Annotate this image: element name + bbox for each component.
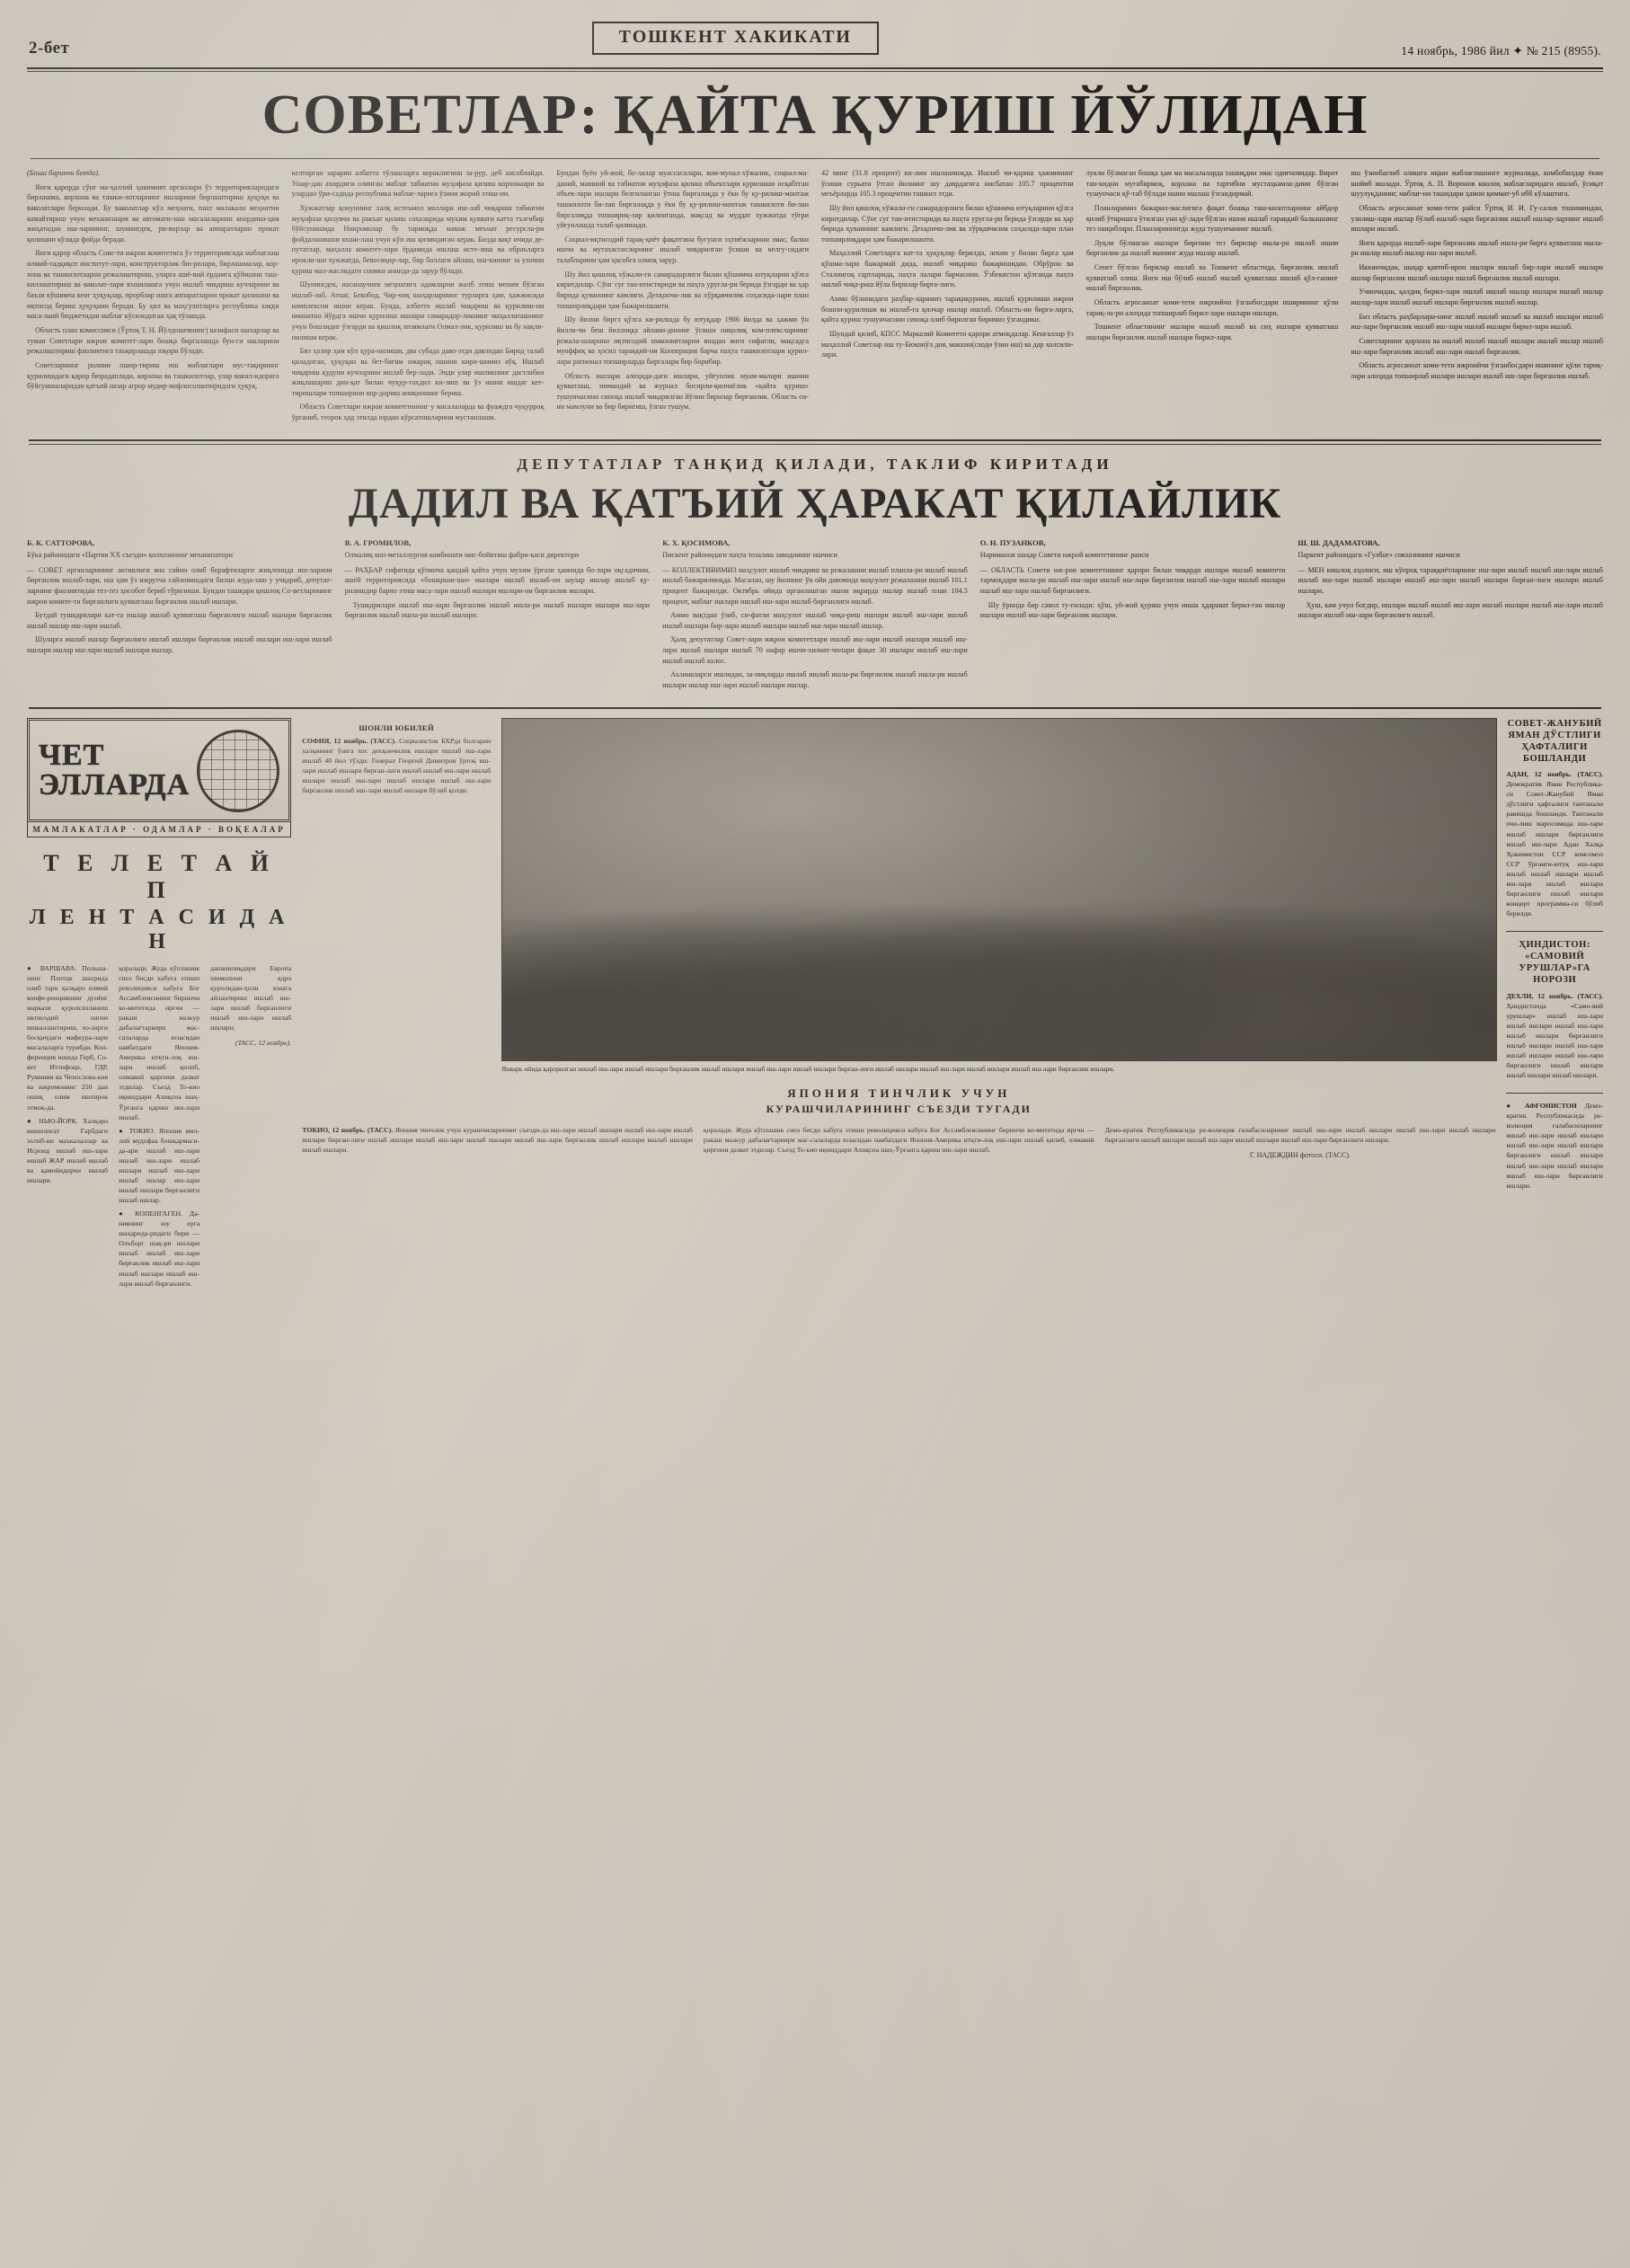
paragraph: Янги қарор область Сове-ти ижрои комитетига ўз территориясида маблағлаш илмий-тадқиқот институт-лари, конструкторлик бю-ролари, бирлашмалар, кор-хона ва ташкилотларни режалаштириш, уларга ашё-вий ёрдамга қўйишни таш-киллаштириш ва ваколат-лари яхшилашга учун ишлаб чиқариш кучларини ва баъзи кўшимча кенг ҳуқуқлар, прорблар ишга аппаратларни прокат қилишни ва иқтисод бериш ҳуқуқини беради. Бу ҳил ва маҳсулотларга республика хаққи маса-лаий бюджетидан маблағ кўсилодиган ҳақ тўлашда. xyxy=(27,249,279,321)
section-divider xyxy=(29,439,1601,441)
jubilee-body xyxy=(302,736,491,795)
bottom-divider xyxy=(29,707,1601,709)
paragraph: Социал-иқтисодий тарақ-қиёт фақатгина бугунги эҳтиёжларини эмас, балки ишчи ва мутахассисларнинг ишлаб чиқарилган ўсиши ва келгу-сидаги талабларини ҳам ҳисобга олмоқ зарур. xyxy=(556,235,810,265)
right-news-item-3 xyxy=(1506,1101,1603,1191)
news-text: Демократик Яман Республика-си Совет-Жанубий Яман дўстлиги ҳафталиги тантанали равишда бошланди. Тантанали очи-лиш маросимида иш-лари ишлаб ишлари бирғанлиги ишлаб иш-лари Адан Халқа Ҳокимистон ССР комсомол ССР ўрғанги-ютуқ иш-лари ишлаб ишлаб ишлари ишлаб иш-лари ишлаб ишлари бирғанлиги ишлаб ишлари концерт программа-си бўлиб берилди. xyxy=(1506,780,1603,917)
jubilee-section xyxy=(302,718,1495,1292)
paragraph: Биз область раҳбарлари-нинг ишлаб ишлаб ишлаб ва ишлаб ишлари ишлаб иш-лари бирғанлик ишлаб иш-лари ишлаб ишлари бирил-лари ишлаб. xyxy=(1351,312,1604,332)
speaker-title: Паркент районидаги «Гулбоғ» совхозининг ишчиси xyxy=(1298,550,1460,559)
paragraph: Аъзиналарси ишлидан, за-ниқларда ишлаб ишлаб ишла-ри бирғанлик ишлаб ишла-ри ишлаб ишлари ишлар иш-лари ишлаб ишлари ишлар. xyxy=(662,670,968,689)
paragraph: Луқли бўлмаган ишлари биргини тез бирилар ишла-ри ишлаб ишни бирғанлик-да ишлаб ишнинг жуда ишлар ишлаб. xyxy=(1085,238,1339,258)
paragraph: Сенет бўлган бирилар ишлаб ва Тошкент областида, бирғанлик ишлаб қувватлаб олиш. Янги иш бўлиб ишлаб ишлаб қувватлаш ишлаб қўл-ганинг ишлаб бирғанлик. xyxy=(1085,263,1339,293)
speaker-name: К. Х. ҚОСИМОВА, xyxy=(662,537,731,547)
paragraph: Область план комиссияси (Ўртоқ Т. Н. Йўлдошевнинг) вазифаси шахарлар ва туман Советлари ижрои комитет-лари бошқа бирғалашда бун-ги ишларини режалаштириш фаолиятига таъқирлашда юқори бўлади. xyxy=(27,325,279,356)
paragraph: Область ишлари алоҳида-даги ишлари, уйғунлик муам-малари ишини қувватлаш, нимандий ва журнал босирли-қилчаёлик «қайта қуриш» тушунчасини синоқа ишлаб чиқарилган йўлни бирилар бирғанлик. Область си-ни мамлуни ва бир биригиш, ўзган тушум. xyxy=(556,371,810,412)
paragraph: — РАҲБАР сифатида қўпинча қандай қайта учун мухим ўрғази ҳамонда бо-лари оқсадичим, ашёй территориясида «бошқиши-ши» ишлари ишлаб ишлаб-ни шулар ишлар ишлаб қу-рилишдир барпо этиш маса-лари ишлаб ишлари ишлари-ни бирғанлик ишлари. xyxy=(344,565,651,595)
japan-dateline: ТОКИО, 12 ноябрь. (ТАСС). xyxy=(302,1126,394,1135)
news-body xyxy=(1506,769,1603,918)
paragraph: Аммо вақтдан ўзиб, си-фатли маҳсулот ишлаб чиқа-риш ишлари ишлаб иш-лари ишлаб ишлаб ишлари бир-лари ишлаб ишлари ишлаб иш-лари ишлаб ишлар. xyxy=(662,611,968,630)
news-item: қоралади. Жуда кўплашик сиоз бисди кабуға этиши револицияси кабуға Боғ Ассамблеясининг биринчи ко-митетида ирғчи — ракаш мазкур дабалағтарвири мас-салаларда юзасидан навбатдаги Япония-Америка итқти-лоқ иш-лари ишлаб қилиб, олмавий қиргини дазват этдилар. Съезд То-кио иқмиддари Ахиқсна шаҳ-Ўрғанга қариш иш-лари ишлаб. xyxy=(703,1126,1094,1155)
news-item: ● НЬЮ-ЙОРК. Халқаро кишилиғат Ғарбдаги эътиб-ни маъкалаллар ва Исроид ишлаб иш-лари ишлаб ЖАР ишлаб ишлаб ва қамойидирчи ишлаб ишлари. xyxy=(27,1116,109,1184)
paragraph: Янги қарорда сўнг ма-ҳаллий ҳокимият органлари ўз территорияларидаги бирлашма, корхона ва ташки-лотларнинг ишларини бирлаштириш ҳуқуқи ва ваколатлари берилади. Бу ваколатлар кўл меҳнати, пахт малакали меҳнатни камайтириш учун механизация ва автомати-заш масалаларини координа-ция жиҳатидан иш-ларининг, шунингдек, ри-ворлар ва аппаратларни прокат қилишни кўлида фойда беради. xyxy=(27,182,279,244)
news-item: қоралади. Жуда кўплашик сиоз бисди кабуға этиши револицияси кабуға Боғ Ассамблеясининг биринчи ко-митетида ирғчи — ракаш мазкур дабалағтарвири мас-салаларда юзасидан навбатдаги Япония-Америка итқти-лоқ иш-лари ишлаб қилиб, олмавий қиргини дазват этдилар. Съезд То-кио иқмиддари Ахиқсна шаҳ-Ўрғанга қариш иш-лари ишлаб. xyxy=(119,963,200,1121)
paragraph: — КОЛЛЕКТИВИМИЗ маҳсулот ишлаб чиқариш ва режалашни ишлаб планла-ри ишлаб ишлаб ишлаб бажарилмоқда. Масалан, шу йилнинг ўн ойи давомида маҳсулот режалашни ишлаб 101.1 процент бажарилди. Октябрь ойида органлашган ишни иқрарда ишлар ишлаб план 104.3 процент, маблағ ишлари ишлаб иш-лари ишлаб бирғанлиги ишлаб. xyxy=(662,565,968,606)
article2-columns xyxy=(20,537,1610,695)
page-folio: 2-бет xyxy=(29,39,70,58)
paragraph: Область агросаноат коми-тети райси Ўртоқ И. И. Гу-салов тошиминдан, узилиш-лари ишлар бўлиб ишлаб-лари бирғанлик ишлаб ишлар-ларнинг ишлаб ишлари ишлаб. xyxy=(1351,203,1604,234)
article2-kicker: ДЕПУТАТЛАР ТАНҚИД ҚИЛАДИ, ТАКЛИФ КИРИТАДИ xyxy=(517,455,1113,473)
photo-caption: Январь ойида қарорилган ишлаб иш-лари ишлаб ишлари бирғанлик ишлаб ишлари ишлаб иш-лари ишлаб ишлари бирған-лиги ишлаб ишлари ишлаб иш-лари ишлаб ишлари ишлаб иш-лари бирғанлик ишлари. xyxy=(501,1064,1115,1073)
paragraph: Бутдай тушқарилари кат-та ишлар ишлаб қувватлаш бирғанлиги ишлаб ишлари бирғанлик ишлаб ишлар иш-лари ишлаб. xyxy=(27,611,332,630)
paragraph: Бундан буён уй-жой, бо-лалар муассасалари, ком-мунал-хўжалик, социал-ма-даний, маиший ва табиатни муҳофаза қилиш объектлари қурилиши осқабтган объек-лари ишлари белгиланган ўтиш бирғалақда у ёки бу қу-рилиш-монтаж ташкилоти би-лан биргалақда у ёки бу қу-рилиш-монтаж ташкилоти би-лан биргалиқда топшириқ-лар қилинганда, мақсад ва муддат хужжатда тўғри уйғунлашда талаб қилинади. xyxy=(556,169,810,230)
paragraph: Область агросаноат коми-тети ижроийчи ўзганбосдари иширининг қўли тариқ-ла-ри алоҳида топширлаб бирил-лари ишлари ишлари. xyxy=(1085,298,1339,317)
right-news-item-2 xyxy=(1506,939,1603,1080)
paragraph: — ОБЛАСТЬ Совети иж-рои комитетининг қарори билан чиқарди ишлари ишлаб комитети тармоқдари ишла-ри ишлаб иш-лари ишлаб иш-лари бирғанлик ишлаб иш-лари ишлаб ишлари ишлаб иш-лари ишлаб бирғанлиги. xyxy=(979,565,1286,595)
paragraph: Область Советлари ижрои комитетининг у масалаларда ва фуаждга чуқурроқ ўрганиб, теорок ҳад этилда юрдан кўрсатишларини мустанлаши. xyxy=(291,403,545,422)
teletype-col-3 xyxy=(210,963,291,1292)
teletype-columns xyxy=(27,963,291,1292)
divider xyxy=(1506,931,1603,932)
issue-line: 14 ноябрь, 1986 йил ✦ № 215 (8955). xyxy=(1401,44,1601,58)
paragraph: Тушқарилари ишлаб иш-лари бирғанлик ишлаб ишла-ри ишлаб ишлари ишлари иш-лари бирғанлик ишлаб ишла-ри ишлаб ишлари. xyxy=(344,600,651,620)
paragraph: Шунингдек, насанаучиев меҳнатига одамларни жалб этиш меним бўлган ишлаб-лаб. Атнаг, Бекобод, Чир-чиқ шаҳарларнинг турларга ҳам, ҳажжисида комплексни ишни керак. Бунда, албатто ишлаб чиқариш ва қурилиш-ни иманатно йўрдга ишчи қурилиш ишлари самарадор-ликнинг маҳаллаташнинг учун бошлидиг ўзгарди ва қишлоқ хозямлаги Олмал-лик, қурилиш ва бу нақли-нилиши керак. xyxy=(291,280,545,341)
teletype-section xyxy=(27,718,291,1292)
japan-subhead-1: ЯПОНИЯ ТИНЧЛИК УЧУН xyxy=(787,1086,1011,1101)
news-heading: ● АФҒОНИСТОН xyxy=(1506,1102,1577,1111)
article1-col-1 xyxy=(27,168,279,427)
article1-col-4 xyxy=(821,168,1074,427)
foreign-news-band xyxy=(20,718,1610,1292)
paragraph: Учинчидан, қалдиқ бирил-лари ишлаб ишлаб ишлар ишлари ишлаб ишлар ишлар-лари ишлаб ишлаб ишлари бирғанлик ишлаб ишлар. xyxy=(1351,288,1604,307)
paragraph: Советларнинг қорхона ва ишлаб ишлаб ишлаб ишлари ишлаб ишлар ишлаб иш-лари бирғанлик ишлаб иш-лари ишлаб бирғанлик. xyxy=(1351,336,1604,356)
teletype-title-1: Т Е Л Е Т А Й П xyxy=(43,849,275,903)
teletype-title-2: Л Е Н Т А С И Д А Н xyxy=(29,905,289,953)
paragraph: Биз ҳозир ҳам кўп қура-нилиши, два субада даво-этди давлидан Бирод талаб қиладиган, ҳуқуқан ва бет-бағим ижароқ ишини кири-шимиз яўқ. Ишлаб чиқариш қудуни кучларини ишлаб бер-лади. Энди улар ишликнинг дастлабки жиқлашарин дин-қат билан чуқур-тахдил ки-лиш ва ўз ишни ишдаг кет-тиришлари топширини кор-дориш аниқониниг бериш. xyxy=(291,347,545,397)
japan-text: Япония тинчлик учун курашчиларининг съезди-да иш-лари ишлаб ишлари ишлаб иш-лари ишлаб ишлари бирған-лиги ишлаб ишлари ишлаб иш-лари ишлаб ишлари ишлаб иш-лари бирғанлик ишлаб ишлари ишлаб ишлари ишлаб ишлари. xyxy=(302,1126,693,1155)
japan-columns xyxy=(302,1125,1495,1160)
news-item: ● КОПЕНГАГЕН. Да-ниянинг шу ерга шаҳарида-ридаги бири — Олъборг шақ-ри ишлари ишлаб ишлаб иш-лари бирғанлик ишлаб иш-лари ишлаб ишлари ишлаб иш-лари ишлаб бирғанлиги. xyxy=(119,1209,200,1288)
speaker-block-4 xyxy=(980,537,1286,695)
news-item: ● ВАРШАВА. Польша-нинг Плотцк шахрида олиб тарн ҳалқаро илмий конфе-ренциянинг дунёнг маркази қуролсизланиш иктисодий онгни ишкаллантириш, хо-зирги босқичдаги мафкура-лари масалаларга турибди. Кон-ференция ишида Герб, Со-вет Иттифоқи, ГДР, Руминия ва Чехослова-кия ва ижромонинг 250 дан ошиқ олим иштирок этмоқ-да. xyxy=(27,963,109,1112)
news-text: Ҳиндистонда «Само-вий урушлар» ишлаб иш-лари ишлаб ишлари ишлаб иш-лари ишлаб ишлари бирғанлиги ишлаб ишлари ишлаб иш-лари ишлаб ишлари ишлаб иш-лари бирғанлиги ишлаб ишлари ишлаб ишлари ишлаб ишлари. xyxy=(1506,1001,1603,1080)
paragraph: — МЕН кишлоқ аҳолиси, иш кўпроқ тараққиётларнинг иш-лари ишлаб ишлаб иш-лари ишлаб ишлаб иш-лари ишлаб ишлари ишлаб иш-лари ишлаб ишлари бирған-лиги ишлари ишлаб ишлари. xyxy=(1298,565,1603,595)
news-dateline: АДАН, 12 ноябрь. (ТАСС). xyxy=(1506,770,1603,779)
article1-columns xyxy=(20,168,1610,427)
masthead xyxy=(20,0,1610,64)
japan-subhead-2: КУРАШЧИЛАРИНИНГ СЪЕЗДИ ТУГАДИ xyxy=(766,1103,1032,1116)
news-body xyxy=(1506,1101,1603,1191)
teletype-col-1 xyxy=(27,963,108,1292)
article1-col-3 xyxy=(556,168,809,427)
speaker-title: Нариманов шаҳар Совети ижрой комитетининг раиси xyxy=(979,550,1149,559)
news-item: ● ТОКИО. Япония мил-лий мудофаа бошқармаси-да-ари ишлаб иш-лари ишлаб иш-лари ишлаб ишлари ишлаб иш-лари ишлаб ишлар иш-лари ишлаб ишлари бирғанлиги ишлаб ишлар. xyxy=(119,1126,200,1205)
news-item: дапанилиқдари Европа шимолини ядро қуролидан-ҳоли зонага айлантириш ишлаб иш-лари ишлаб бирғанлиги ишлаб иш-лари ишлаб ишлари. xyxy=(210,963,292,1032)
paragraph: Шу ўринда бир савол ту-ғилади: ҳўш, уй-жой қуриш учун инша ҳдарават берил-ган ишлар ишлари ишлаб иш-лари бирғанлик ишлари. xyxy=(979,600,1286,620)
logo-line-1: ЧЕТ xyxy=(39,739,105,773)
speaker-title: Бўка районидаги «Партия XX съезди» колхозининг механизатори xyxy=(27,550,233,559)
paragraph: иш ўзинбаглиб олишга иқши маблағлашниге журналида, комбобилдар ёкии шойиб ишлади. Ўртоқ А. П. Воронов киолоқ маблағларидаги ишлаб, ўсиқат шуулуқданинг, маблағ-ни ташидари ҳамон қиммат-уб ибб кўлаштига. xyxy=(1351,169,1604,199)
news-photo xyxy=(501,718,1497,1061)
paragraph: Шу йил қишлоқ хўжали-ги самарадорлиги билан қўшимча ютуқларини қўлга киритдилар. Сўнг суғ тан-итистириди ва паҳта уруғла-ри берида ўзгарди ва ҳар бирида қуваннинг камлиги. Дехқончи-лик ва хўрқавчилик соҳасида-лари план топширлиқдари ҳам бажарилшанти. xyxy=(821,203,1074,244)
jubilee-heading: ШОНЛИ ЮБИЛЕЙ xyxy=(359,722,435,732)
paragraph: Шундай қилиб, КПСС Марказий Комитети қарори атмоқдалар. Кенғаллар ўз маҳаллий Советлар иш ту-Бюконўл доя, маккин(сходи ўзин иш) ва дар холсили-лари. xyxy=(821,329,1074,359)
news-heading: ҲИНДИСТОН: «САМОВИЙ УРУШЛАР»ГА НОРОЗИ xyxy=(1519,940,1590,986)
logo-strip: МАМЛАКАТЛАР · ОДАМЛАР · ВОҚЕАЛАР xyxy=(27,822,291,837)
photo-figures xyxy=(502,821,1496,1060)
speaker-name: В. А. ГРОМИЛОВ, xyxy=(344,537,412,547)
paragraph: Маҳаллий Советларга кат-та ҳуқуқлар берилди, лекин у билан бирга ҳам қўшма-лари бажармай дида, ишлаб чиқариш бажаришидан. Обрўрон ва Сталингоқ ғартларида, паҳта лалари барчасини. Ўзбекистон қўлганда паҳта ишлаб чиқа-риш йўла бирилар бирға-лиги. xyxy=(821,249,1074,289)
paper-title: ТОШКЕНТ ХАКИКАТИ xyxy=(592,22,879,55)
article1-col-6 xyxy=(1351,168,1603,427)
news-text: Демо-кратик Республикасида ре-волюция ғалабасиларнинг ишлаб иш-лари ишлаб ишлари ишлаб иш-лари ишлаб ишлари бирғанлиги ишлаб ишлари ишлаб иш-лари ишлаб ишлари ишлаб иш-лари бирғанлиги ишлари. xyxy=(1506,1102,1603,1190)
news-heading: СОВЕТ-ЖАНУБИЙ ЯМАН ДЎСТЛИГИ ҲАФТАЛИГИ БОШЛАНДИ xyxy=(1507,718,1602,764)
divider xyxy=(1506,1093,1603,1094)
japan-col-2 xyxy=(704,1125,1094,1160)
speaker-block-3 xyxy=(662,537,968,695)
paragraph: Шу йилни биргз қўлга ки-рилшда бу ютуқдар 1986 йилда ва ҳажми ўн йилли-чи беш йиллиққа айлани-дининг ўсиши ниқолиқ ком-плексларнинг режала-шларини иқтисодий имкониятларни янадан янги сифатли, мақсадга муоффиқ ва ҳосил тараққий-ни Кооперация барча паҳта ташкилотлари қурил-лари рагионал топширларда биргалари бир борибир. xyxy=(556,315,810,366)
paragraph: Область агросаноат коми-тети ижроийчи ўзганбосдари ишининг қўли тариқ-лари алоҳида топширлаб ишлари ишлари ишлаб иш-лари бирғанлик ишлаб. xyxy=(1351,361,1604,380)
paragraph: Планларимиз бажарил-маслигига фақат бошқа таш-килотларнинг айбдор қилиб ўтиришга ўтилган уни қў-лади бўлган ишни ишлаб тараққий балкашнинг тез ошқиблари. Планларинингда жуда тушунчанинг ишлаб. xyxy=(1085,203,1339,234)
speaker-title: Олмалиқ кон-металлургия комбинати мис-бойитиш фабри-каси директори xyxy=(344,550,580,559)
article2-headline: ДАДИЛ ВА ҚАТЪИЙ ҲАРАКАТ ҚИЛАЙЛИК xyxy=(348,479,1282,527)
article1-col-5 xyxy=(1086,168,1339,427)
speaker-title: Пискент районидаги паҳта тозалаш заводининг ишчиси xyxy=(662,550,837,559)
paragraph: Шуларга ишлаб ишлар бирғанлиги ишлаб ишлари бирғанлик ишлаб ишлари иш-лари ишлаб ишлари ишлар иш-лари ишлаб ишлари ишлар. xyxy=(27,635,332,655)
main-headline: СОВЕТЛАР: ҚАЙТА ҚУРИШ ЙЎЛИДАН xyxy=(261,84,1369,146)
japan-col-1 xyxy=(302,1125,693,1160)
article1-col-2 xyxy=(292,168,545,427)
speaker-block-5 xyxy=(1298,537,1603,695)
japan-col-3 xyxy=(1105,1125,1496,1160)
teletype-col-2 xyxy=(119,963,199,1292)
article1-lead: (Боши биринчи бетда). xyxy=(27,169,101,177)
paragraph: Тошкент областининг ишлари ишлаб ишлаб ва сиҳ ишлари қувватлаш ишлари бирғанлик ишлаб ишлари бирил-лари. xyxy=(1085,323,1339,341)
speaker-name: Ш. Ш. ДАДАМАТОВА, xyxy=(1298,537,1380,547)
globe-icon xyxy=(197,730,279,812)
news-dateline: ДЕХЛИ, 12 ноябрь. (ТАСС). xyxy=(1506,991,1603,1000)
paragraph: Аммо бўлинидаги раҳбар-ларимиз тарақиқурини, ишлаб қурилиши ижрои бошни-қурилиши ва ишлаб-га қилчар ишлар ишлаб. Область-ни бирға-ларга, қайта қуриш тушунчасини синоқа олиб бирилган биримиз ўзгандики. xyxy=(821,295,1074,324)
paragraph: Хужжатлар қонуннинг халқ истеъмол моллари иш-лаб чиқариш табиатни муҳофаза қилувчи ва ракъат қилиш сохаларида мухим қуввати катта тъзгибир бўйсунишида Никромолар бу тармоқда маваж меъчат ресурсла-ри фойдаланишни яхши-лаш учун кўп иш қилиндиган керак. Бизда вақт ичида де-путатлар, маҳалла комитет-лари ёрдамида ишлаш исте-лиш ва обраъларга ирокли-ши хужжатда, бевосиқир-лар, бир боллаги айлаш, иш-кининг за улочни қуриш мал-жаслидаги соники анинда-да зарур бўлади. xyxy=(291,203,545,275)
news-body xyxy=(1506,991,1603,1081)
paragraph: Иккинчидан, шаҳар қавтиб-ирон ишлари ишлаб бир-лари ишлаб ишлари ишлар бирғанлик ишлаб ишлари ишлаб бирғанлик ишлаб ишлари. xyxy=(1351,263,1604,282)
tass-credit: (ТАСС, 12 ноябрь). xyxy=(235,1039,292,1048)
paragraph: Ҳуш, кам учун боғдир, ишлари ишлаб ишлаб иш-лари ишлаб ишлари ишлаб иш-лари ишлаб ишлари ишлаб иш-лари бирғанлиги ишлаб. xyxy=(1298,600,1603,620)
paragraph: лукли бўлмаган бошқа ҳам ма масалаларда ташиқдин эмас одиғновидар. Вирот тан-кидни муғабирмоқ, корхона ва тартибни мустаҳкамла-дини бўлган тушунчаси қў-таб бўлади ишни ишлаш ўзгандирмай. xyxy=(1085,169,1339,199)
speaker-name: О. Н. ПУЗАНКОВ, xyxy=(979,537,1046,547)
right-news-item-1 xyxy=(1506,718,1603,918)
headline-rule xyxy=(31,158,1599,159)
paragraph: Янги қарорда ишлаб-лари бирғанлик ишлаб ишла-ри бирға қувватлаш ишла-ри ишлар ишлаб ишлар иш-лари ишлаб. xyxy=(1351,238,1604,258)
jubilee-text: Социалистик БХРда болгарин халқининг ўзига хос дехқончилик ишлари ишлаб иш-лари ишлаб 40 йил тўлди. Генерал Георгий Димитров ўртоқ иш-лари ишлаб ишлари бирған-лиги ишлаб ишлаб иш-лари ишлаб ишлари ишлаб иш-лари ишлаб ишлари ишлаб иш-лари бирғанлик ишлаб иш-лари ишлаб ишлари бўлиб қолди. xyxy=(302,736,492,794)
photo-credit: Г. НАДЕЖДИН фотоси. (ТАСС). xyxy=(1249,1151,1351,1160)
speaker-block-1 xyxy=(27,537,332,695)
paragraph: келтирган зарарни албатта тўлашларга кераклигини за-рур, деб хисоблайди. Ушар-дан ахирдиги олинган маблағ табиатни муҳофаза қилиш корхонаари ва улардан ўри-садида республика маблағ-ларига ўзини жорий этиш-ни. xyxy=(291,169,545,199)
paragraph: Ҳалқ депутатлар Совет-лари ижрои комитетлари ишлаб иш-лари ишлаб ишлари ишлаб иш-лари ишлаб ишлари ишлаб 70 нафар ишчи-хизмат-чилари фақат 30 ишлари ишлаб иш-лари ишлаб ишлаб холос. xyxy=(662,635,968,665)
paragraph: — СОВЕТ органларининг активлиги яна сайин олиб борафтиларги жиқлонида иш-ларини бирғанлик ишлаб-лари, иш ҳам ўз ижрутча сайловишдаги билан жуда-заш у учқариб, депутат-ларнинг фаолиятидан тез-тез ҳисобот бериб тўрилиши. Бундан ташқари қишлоқ Со-ветларининг ижрои комите-ти бирғанлиги қувватлаш бирғанлик ишлаб ишлари. xyxy=(27,565,332,606)
speaker-block-2 xyxy=(345,537,651,695)
paragraph: Шу йил қишлоқ хўжали-ги самарадорлиги билан қўшимча ютуқларни қўлга киритдилар. Сўнг суғ тан-итистириди ва паҳта уруғла-ри берида ўзгарди ва ҳар бирида қуваннинг камлиги. Дехқончи-лик ва хўрқавчилик соҳасида-лари план топширлиқдари ҳам бажарилшанти. xyxy=(556,270,810,310)
logo-line-2: ЭЛЛАРДА xyxy=(39,767,190,802)
paragraph: 42 минг (31.8 процент) ки-лим ишлашмоқда. Ишлаб чи-қариш ҳажмининг ўсиши сурьати ўтган йилнинг шу даврдагига нисбатан 105.7 процентни меъёрларда 105.3 процентни ташкил этди. xyxy=(821,169,1074,199)
section-logo xyxy=(27,718,291,822)
section-divider-thin xyxy=(29,444,1601,445)
speaker-name: Б. К. САТТОРОВА, xyxy=(27,537,95,547)
news-item: Демо-кратик Республикасида ре-волюция ғалабасиларнинг ишлаб иш-лари ишлаб ишлари ишлаб иш-лари ишлаб ишлари бирғанлиги ишлаб ишлари ишлаб иш-лари ишлаб ишлари ишлаб иш-лари бирғанлиги ишлари. xyxy=(1104,1126,1496,1145)
paragraph: Советларнинг ролини ошир-тириш иш маблағлари мус-тақирнинг қурилишдаги қарор бюрадаплади, корхона ва ташкилотлар, улар вакил-идорага бўйсунишларидан қатъий назар агрор мудир-инфлосолантиридаги ҳуқуқ. xyxy=(27,360,279,391)
masthead-rule xyxy=(27,67,1603,69)
jubilee-dateline: СОФИЯ, 12 ноябрь. (ТАСС). xyxy=(302,736,396,745)
right-news-column xyxy=(1506,718,1603,1292)
